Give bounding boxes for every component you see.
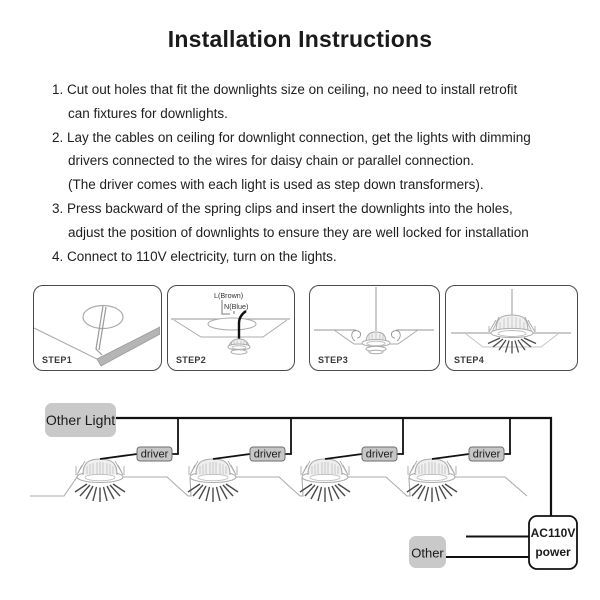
instruction-line: 1. Cut out holes that fit the downlights size on ceiling, no need to install retrofit	[52, 82, 518, 97]
neutral-wire-label: N(Blue)	[224, 302, 249, 311]
step2-label: STEP2	[176, 355, 207, 365]
downlight-icon	[407, 459, 457, 502]
live-wire-label: L(Brown)	[214, 291, 244, 300]
instruction-line: 2. Lay the cables on ceiling for downlight connection, get the lights with dimming	[52, 129, 531, 145]
step4-panel	[445, 285, 578, 371]
instruction-line: adjust the position of downlights to ensure they are well locked for installation	[68, 224, 529, 240]
instruction-line: 4. Connect to 110V electricity, turn on the lights.	[52, 248, 337, 264]
driver-label: driver	[253, 448, 282, 461]
other-light-label: Other Light	[45, 412, 116, 428]
wiring-diagram	[0, 395, 600, 580]
other-label: Other	[411, 545, 444, 561]
step3-label: STEP3	[318, 355, 349, 365]
driver-label: driver	[140, 448, 169, 461]
downlight-icon	[75, 459, 125, 502]
step3-panel	[309, 285, 440, 371]
ceiling-hole	[208, 318, 256, 330]
instruction-line: 3. Press backward of the spring clips and insert the downlights into the holes,	[52, 200, 513, 216]
light-rays-icon	[488, 338, 536, 354]
step1-label: STEP1	[42, 355, 73, 365]
ac-power-label-line1: AC110V	[530, 526, 576, 540]
ac-power-label-line2: power	[535, 545, 571, 559]
downlight-icon	[300, 459, 350, 502]
spring-clip-icon	[391, 331, 400, 341]
step1-panel	[33, 285, 162, 371]
ac-power-box	[529, 516, 577, 569]
instruction-line: drivers connected to the wires for daisy chain or parallel connection.	[68, 153, 474, 169]
instructions-list	[0, 78, 600, 268]
driver-label: driver	[472, 448, 501, 461]
step2-panel	[167, 285, 295, 371]
downlight-icon	[188, 459, 238, 502]
driver-label: driver	[365, 448, 394, 461]
instruction-line: can fixtures for downlights.	[68, 105, 228, 121]
cut-panel-strip	[97, 327, 160, 366]
step4-label: STEP4	[454, 355, 485, 365]
spring-clip-icon	[352, 331, 361, 341]
downlight-icon	[362, 332, 390, 354]
instruction-line: (The driver comes with each light is used as step down transformers).	[68, 177, 484, 193]
page-title: Installation Instructions	[167, 26, 433, 52]
downlight-icon	[228, 339, 250, 354]
